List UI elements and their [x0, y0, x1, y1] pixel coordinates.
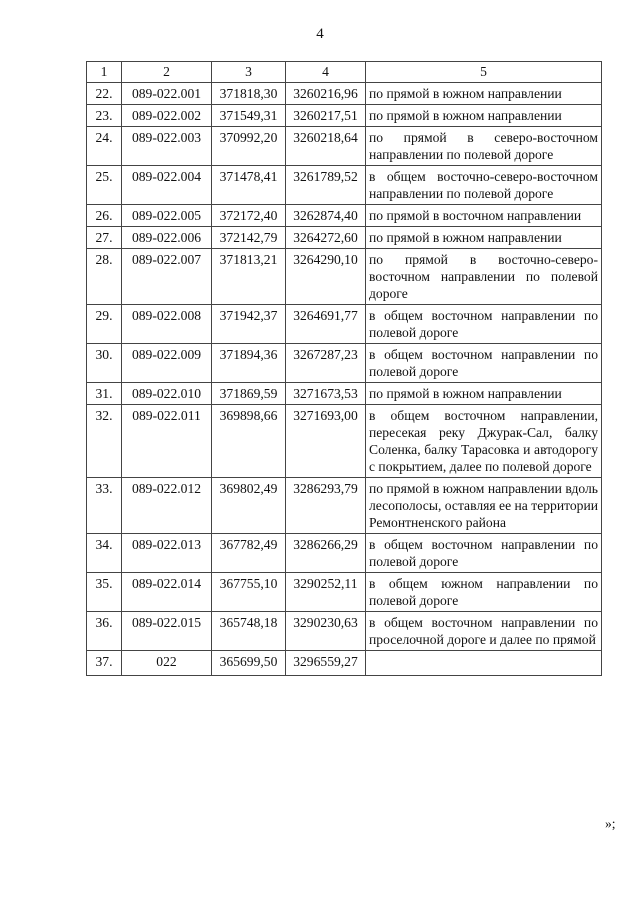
header-col-5: 5 — [366, 62, 602, 83]
coordinate-y: 3267287,23 — [286, 344, 366, 383]
coordinate-x: 371869,59 — [212, 383, 286, 405]
point-code: 089-022.009 — [122, 344, 212, 383]
direction-description — [366, 651, 602, 676]
point-code: 089-022.014 — [122, 573, 212, 612]
coordinate-y: 3260218,64 — [286, 127, 366, 166]
coordinate-y: 3271673,53 — [286, 383, 366, 405]
direction-description: по прямой в южном направлении — [366, 383, 602, 405]
coordinate-y: 3262874,40 — [286, 205, 366, 227]
coordinate-x: 371813,21 — [212, 249, 286, 305]
row-number: 26. — [87, 205, 122, 227]
row-number: 33. — [87, 478, 122, 534]
point-code: 089-022.007 — [122, 249, 212, 305]
direction-description: в общем южном направлении по полевой дороге — [366, 573, 602, 612]
coordinate-x: 372142,79 — [212, 227, 286, 249]
table-body — [87, 83, 602, 676]
direction-description: в общем восточном направлении по полевой дороге — [366, 534, 602, 573]
coordinate-y: 3290230,63 — [286, 612, 366, 651]
table-row — [87, 383, 602, 405]
header-col-3: 3 — [212, 62, 286, 83]
coordinate-x: 369898,66 — [212, 405, 286, 478]
table-row — [87, 405, 602, 478]
table-row — [87, 249, 602, 305]
table-row — [87, 612, 602, 651]
point-code: 089-022.008 — [122, 305, 212, 344]
coordinate-x: 369802,49 — [212, 478, 286, 534]
point-code: 089-022.012 — [122, 478, 212, 534]
coordinate-y: 3264272,60 — [286, 227, 366, 249]
row-number: 36. — [87, 612, 122, 651]
direction-description: по прямой в восточном направлении — [366, 205, 602, 227]
row-number: 22. — [87, 83, 122, 105]
coordinate-y: 3290252,11 — [286, 573, 366, 612]
point-code: 089-022.015 — [122, 612, 212, 651]
row-number: 35. — [87, 573, 122, 612]
table-row — [87, 651, 602, 676]
row-number: 34. — [87, 534, 122, 573]
point-code: 089-022.001 — [122, 83, 212, 105]
direction-description: в общем восточно-северо-восточном направлении по полевой дороге — [366, 166, 602, 205]
direction-description: по прямой в южном направлении — [366, 83, 602, 105]
row-number: 32. — [87, 405, 122, 478]
header-col-2: 2 — [122, 62, 212, 83]
header-col-1: 1 — [87, 62, 122, 83]
table-row — [87, 205, 602, 227]
row-number: 28. — [87, 249, 122, 305]
coordinate-x: 371549,31 — [212, 105, 286, 127]
point-code: 089-022.003 — [122, 127, 212, 166]
direction-description: по прямой в северо-восточном направлении по полевой дороге — [366, 127, 602, 166]
point-code: 089-022.011 — [122, 405, 212, 478]
table-row — [87, 344, 602, 383]
row-number: 25. — [87, 166, 122, 205]
row-number: 30. — [87, 344, 122, 383]
direction-description: по прямой в южном направлении вдоль лесополосы, оставляя ее на территории Ремонтненского района — [366, 478, 602, 534]
table-row — [87, 227, 602, 249]
row-number: 29. — [87, 305, 122, 344]
point-code: 089-022.006 — [122, 227, 212, 249]
point-code: 089-022.004 — [122, 166, 212, 205]
coordinates-table — [86, 61, 602, 676]
row-number: 37. — [87, 651, 122, 676]
table-row — [87, 478, 602, 534]
table-header-row — [87, 62, 602, 83]
coordinate-y: 3264691,77 — [286, 305, 366, 344]
page-number: 4 — [316, 26, 324, 42]
point-code: 089-022.013 — [122, 534, 212, 573]
coordinate-x: 372172,40 — [212, 205, 286, 227]
direction-description: по прямой в восточно-северо-восточном направлении по полевой дороге — [366, 249, 602, 305]
table-row — [87, 83, 602, 105]
coordinate-y: 3260216,96 — [286, 83, 366, 105]
coordinate-x: 367755,10 — [212, 573, 286, 612]
point-code: 089-022.010 — [122, 383, 212, 405]
direction-description: в общем восточном направлении по полевой дороге — [366, 344, 602, 383]
table-row — [87, 573, 602, 612]
direction-description: в общем восточном направлении, пересекая реку Джурак-Сал, балку Соленка, балку Тарасовка и автодорогу с покрытием, далее по полевой дороге — [366, 405, 602, 478]
direction-description: в общем восточном направлении по проселочной дороге и далее по прямой — [366, 612, 602, 651]
coordinate-x: 371894,36 — [212, 344, 286, 383]
point-code: 022 — [122, 651, 212, 676]
coordinate-x: 365748,18 — [212, 612, 286, 651]
coordinate-x: 371942,37 — [212, 305, 286, 344]
coordinate-x: 371478,41 — [212, 166, 286, 205]
coordinate-y: 3296559,27 — [286, 651, 366, 676]
point-code: 089-022.005 — [122, 205, 212, 227]
coordinate-y: 3260217,51 — [286, 105, 366, 127]
direction-description: по прямой в южном направлении — [366, 105, 602, 127]
header-col-4: 4 — [286, 62, 366, 83]
coordinate-y: 3261789,52 — [286, 166, 366, 205]
table-row — [87, 105, 602, 127]
coordinate-x: 371818,30 — [212, 83, 286, 105]
coordinate-y: 3286293,79 — [286, 478, 366, 534]
coordinate-y: 3264290,10 — [286, 249, 366, 305]
coordinate-x: 370992,20 — [212, 127, 286, 166]
coordinate-y: 3286266,29 — [286, 534, 366, 573]
point-code: 089-022.002 — [122, 105, 212, 127]
table-row — [87, 534, 602, 573]
table-row — [87, 127, 602, 166]
row-number: 31. — [87, 383, 122, 405]
coordinate-x: 367782,49 — [212, 534, 286, 573]
row-number: 27. — [87, 227, 122, 249]
row-number: 24. — [87, 127, 122, 166]
closing-quote-mark: »; — [605, 816, 616, 831]
row-number: 23. — [87, 105, 122, 127]
coordinate-x: 365699,50 — [212, 651, 286, 676]
coordinate-y: 3271693,00 — [286, 405, 366, 478]
direction-description: в общем восточном направлении по полевой дороге — [366, 305, 602, 344]
table-row — [87, 305, 602, 344]
table-row — [87, 166, 602, 205]
direction-description: по прямой в южном направлении — [366, 227, 602, 249]
